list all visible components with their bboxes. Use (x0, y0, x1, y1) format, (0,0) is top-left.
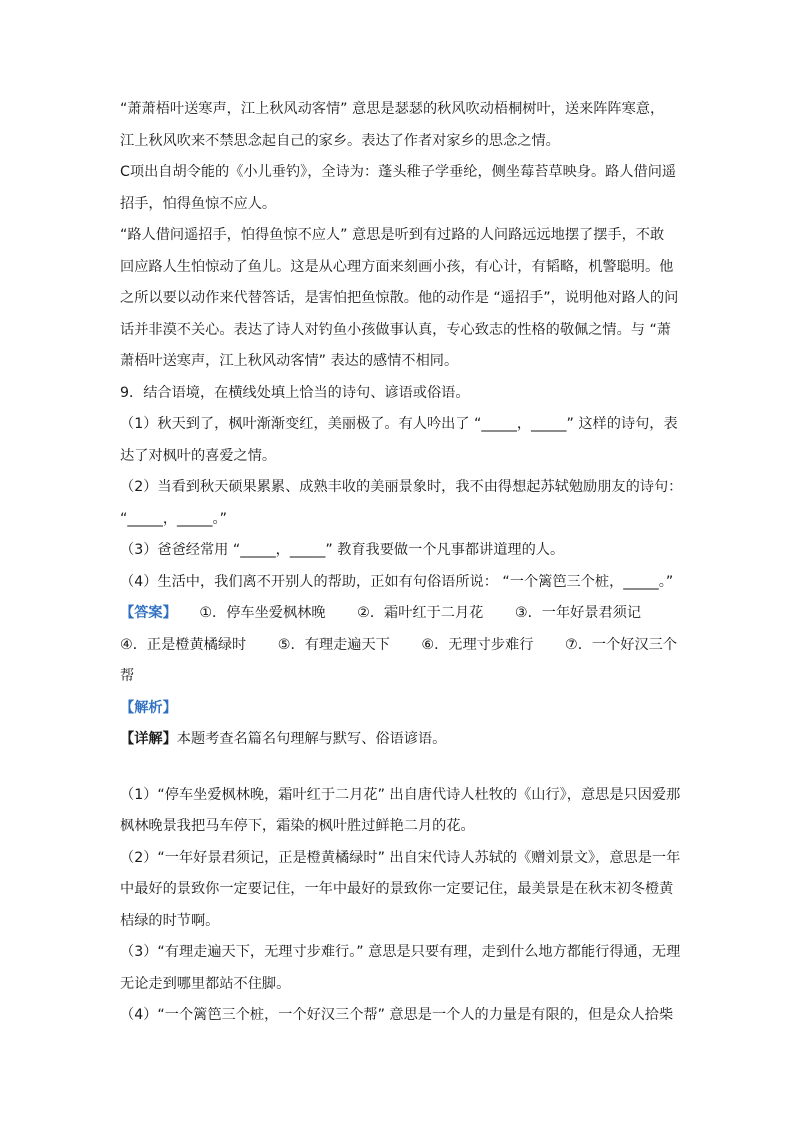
question-9-title: 9．结合语境，在横线处填上恰当的诗句、谚语或俗语。 (120, 384, 470, 401)
text-line: 江上秋风吹来不禁思念起自己的家乡。表达了作者对家乡的思念之情。 (120, 132, 560, 149)
text-line: C项出自胡令能的《小儿垂钓》，全诗为：蓬头稚子学垂纶，侧坐莓苔草映身。路人借问遥 (120, 164, 677, 180)
answer-line (120, 602, 676, 624)
detail-label: 【详解】 (120, 731, 177, 747)
detail-text-line: 枫林晚景我把马车停下，霜染的枫叶胜过鲜艳二月的花。 (120, 818, 475, 834)
text-line: “路人借问遥招手，怕得鱼惊不应人” 意思是听到有过路的人问路远远地摆了摆手，不敢 (120, 227, 665, 243)
text-line: 萧梧叶送寒声，江上秋风动客情” 表达的感情不相同。 (120, 353, 459, 369)
answer-label: 【答案】 (120, 605, 177, 621)
detail-text-line: 无论走到哪里都站不住脚。 (120, 975, 291, 992)
question-9-part-3: （3）爸爸经常用 “_____，_____” 教育我要做一个凡事都讲道理的人。 (120, 542, 565, 558)
answer-line: ④．正是橙黄橘绿时 ⑤．有理走遍天下 ⑥．无理寸步难行 ⑦．一个好汉三个 (120, 636, 678, 653)
analysis-label: 【解析】 (120, 699, 177, 716)
text-line: “萧萧梧叶送寒声，江上秋风动客情” 意思是瑟瑟的秋风吹动梧桐树叶，送来阵阵寒意， (120, 101, 665, 117)
answer-line: 帮 (120, 668, 135, 684)
question-9-part-1: （1）秋天到了，枫叶渐渐变红，美丽极了。有人吟出了 “_____，_____” 这样的诗句，表 (120, 416, 678, 432)
detail-text-line: 桔绿的时节啊。 (120, 912, 220, 929)
text-line: 之所以要以动作来代替答话，是害怕把鱼惊散。他的动作是 “遥招手”，说明他对路人的问 (120, 290, 679, 306)
question-9-part-4: （4）生活中，我们离不开别人的帮助，正如有句俗语所说： “一个篱笆三个桩，_____。” (120, 573, 674, 590)
text-line: 回应路人生怕惊动了鱼儿。这是从心理方面来刻画小孩，有心计，有韬略，机警聪明。他 (120, 258, 674, 275)
detail-text-line: （1）“停车坐爱枫林晚，霜叶红于二月花” 出自唐代诗人杜牧的《山行》，意思是只因爱那 (120, 786, 681, 803)
detail-text-line: （4）“一个篱笆三个桩，一个好汉三个帮” 意思是一个人的力量是有限的，但是众人拾柴 (120, 1007, 674, 1023)
text-line: 招手，怕得鱼惊不应人。 (120, 195, 277, 212)
detail-text-line: （3）“有理走遍天下，无理寸步难行。” 意思是只要有理，走到什么地方都能行得通，无理 (120, 944, 681, 960)
document-page (120, 98, 683, 1036)
text-line: “_____，_____。” (120, 510, 227, 527)
detail-text-line: 中最好的景致你一定要记住，一年中最好的景致你一定要记住，最美景是在秋末初冬橙黄 (120, 881, 674, 897)
spacer (120, 760, 676, 784)
analysis-heading (120, 697, 676, 719)
detail-line (120, 728, 676, 750)
detail-text-line: （2）“一年好景君须记，正是橙黄橘绿时” 出自宋代诗人苏轼的《赠刘景文》，意思是一年 (120, 849, 681, 866)
text-line: 达了对枫叶的喜爱之情。 (120, 447, 277, 464)
detail-text: 本题考查名篇名句理解与默写、俗语谚语。 (176, 731, 447, 747)
text-line: 话并非漠不关心。表达了诗人对钓鱼小孩做事认真，专心致志的性格的敬佩之情。与 “萧 (120, 321, 671, 338)
answer-text: ①．停车坐爱枫林晚 ②．霜叶红于二月花 ③．一年好景君须记 (176, 605, 642, 621)
question-9-part-2: （2）当看到秋天硕果累累、成熟丰收的美丽景象时，我不由得想起苏轼勉励朋友的诗句： (120, 479, 683, 495)
